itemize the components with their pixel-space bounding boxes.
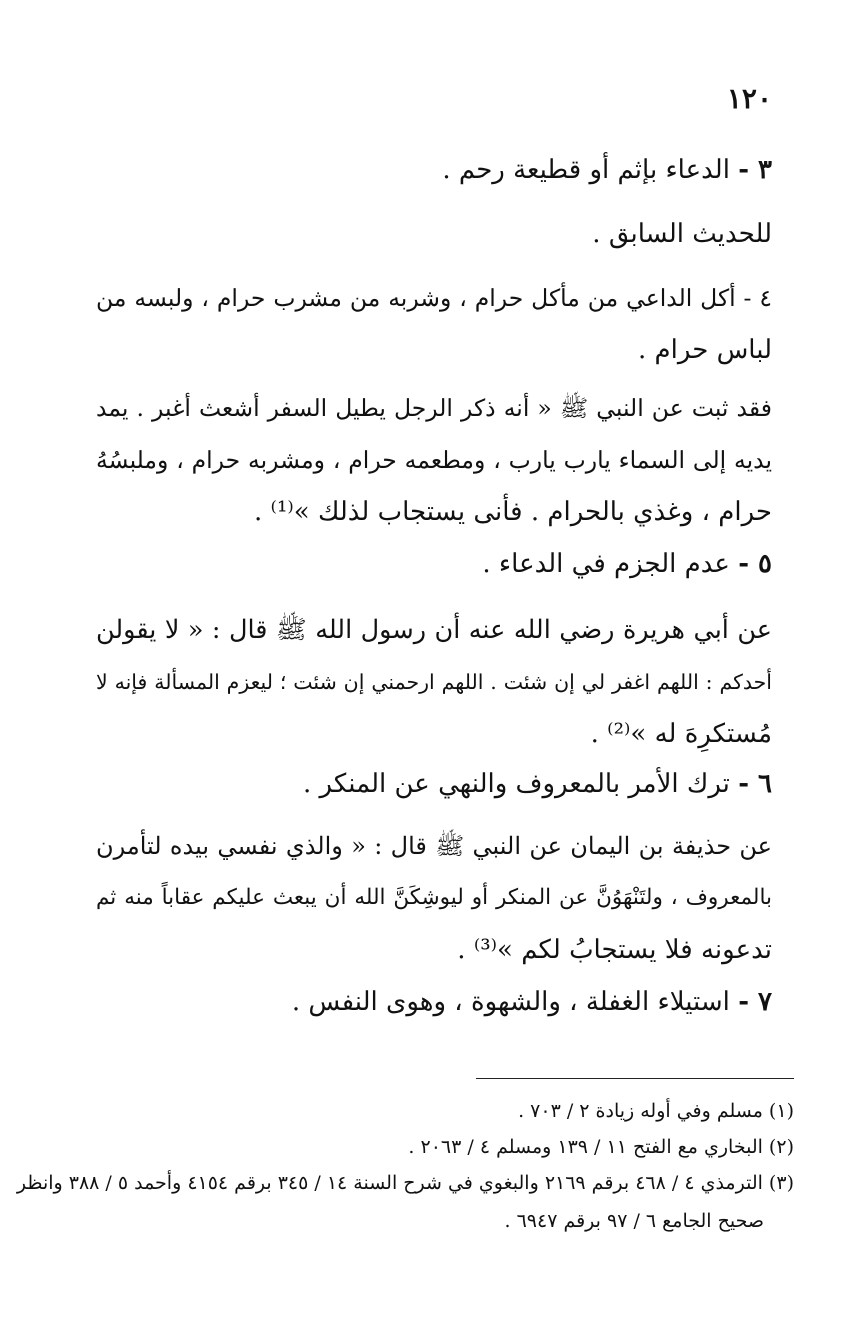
item-5-number: ٥ - — [738, 549, 772, 579]
hadith-3-line-1: عن حذيفة بن اليمان عن النبي ﷺ قال : « والذي نفسي بيده لتأمرن — [96, 832, 772, 860]
item-7-number: ٧ - — [738, 987, 772, 1017]
item-6-heading — [303, 762, 772, 806]
item-6-text: ترك الأمر بالمعروف والنهي عن المنكر . — [302, 769, 730, 799]
footnote-3 — [16, 1164, 794, 1240]
hadith-3-line-2: بالمعروف ، ولتَنْهَوُنَّ عن المنكر أو ليوشِكَنَّ الله أن يبعث عليكم عقاباً منه ثم — [96, 885, 772, 910]
hadith-2-line-3: مُستكرِهَ له »⁽²⁾ . — [590, 719, 772, 749]
item-3-reference-text: للحديث السابق . — [592, 219, 772, 249]
item-7-heading — [292, 980, 772, 1024]
footnote-3-continuation: صحيح الجامع ٦ / ٩٧ برقم ٦٩٤٧ . — [504, 1210, 764, 1232]
hadith-1-line-1: فقد ثبت عن النبي ﷺ « أنه ذكر الرجل يطيل السفر أشعث أغبر . يمد — [96, 394, 772, 422]
item-5-text: عدم الجزم في الدعاء . — [482, 549, 730, 579]
hadith-paragraph-3 — [96, 820, 772, 976]
item-5-heading — [482, 542, 772, 586]
footnote-2-text: (٢) البخاري مع الفتح ١١ / ١٣٩ ومسلم ٤ / ٢٠٦٣ . — [408, 1136, 794, 1158]
page-number: ١٢٠ — [726, 82, 772, 115]
item-3-text: الدعاء بإثم أو قطيعة رحم . — [442, 155, 730, 185]
footnote-divider — [476, 1078, 794, 1079]
footnote-1 — [96, 1092, 794, 1130]
hadith-1-line-3: حرام ، وغذي بالحرام . فأنى يستجاب لذلك »⁽¹⁾ . — [254, 497, 772, 527]
hadith-2-line-2: أحدكم : اللهم اغفر لي إن شئت . اللهم ارحمني إن شئت ؛ ليعزم المسألة فإنه لا — [96, 670, 772, 694]
hadith-3-line-3: تدعونه فلا يستجابُ لكم »⁽³⁾ . — [457, 935, 772, 965]
hadith-paragraph-1 — [96, 382, 772, 538]
footnote-2 — [96, 1128, 794, 1166]
item-3-heading — [442, 148, 772, 192]
item-7-text: استيلاء الغفلة ، والشهوة ، وهوى النفس . — [291, 987, 730, 1017]
item-6-number: ٦ - — [738, 769, 772, 799]
hadith-paragraph-2 — [96, 604, 772, 760]
item-4-paragraph — [96, 272, 772, 376]
footnote-1-text: (١) مسلم وفي أوله زيادة ٢ / ٧٠٣ . — [518, 1100, 794, 1122]
item-3-reference — [592, 212, 772, 256]
item-4-line-2: لباس حرام . — [638, 335, 772, 365]
item-4-line-1: ٤ - أكل الداعي من مأكل حرام ، وشربه من مشرب حرام ، ولبسه من — [96, 284, 772, 312]
footnote-3-text: (٣) الترمذي ٤ / ٤٦٨ برقم ٢١٦٩ والبغوي في شرح السنة ١٤ / ٣٤٥ برقم ٤١٥٤ وأحمد ٥ / ٣٨٨ وانظر — [16, 1172, 794, 1194]
item-3-number: ٣ - — [738, 155, 772, 185]
hadith-1-line-2: يديه إلى السماء يارب يارب ، ومطعمه حرام ، ومشربه حرام ، وملبسُهُ — [96, 446, 772, 474]
hadith-2-line-1: عن أبي هريرة رضي الله عنه أن رسول الله ﷺ قال : « لا يقولن — [96, 615, 772, 645]
